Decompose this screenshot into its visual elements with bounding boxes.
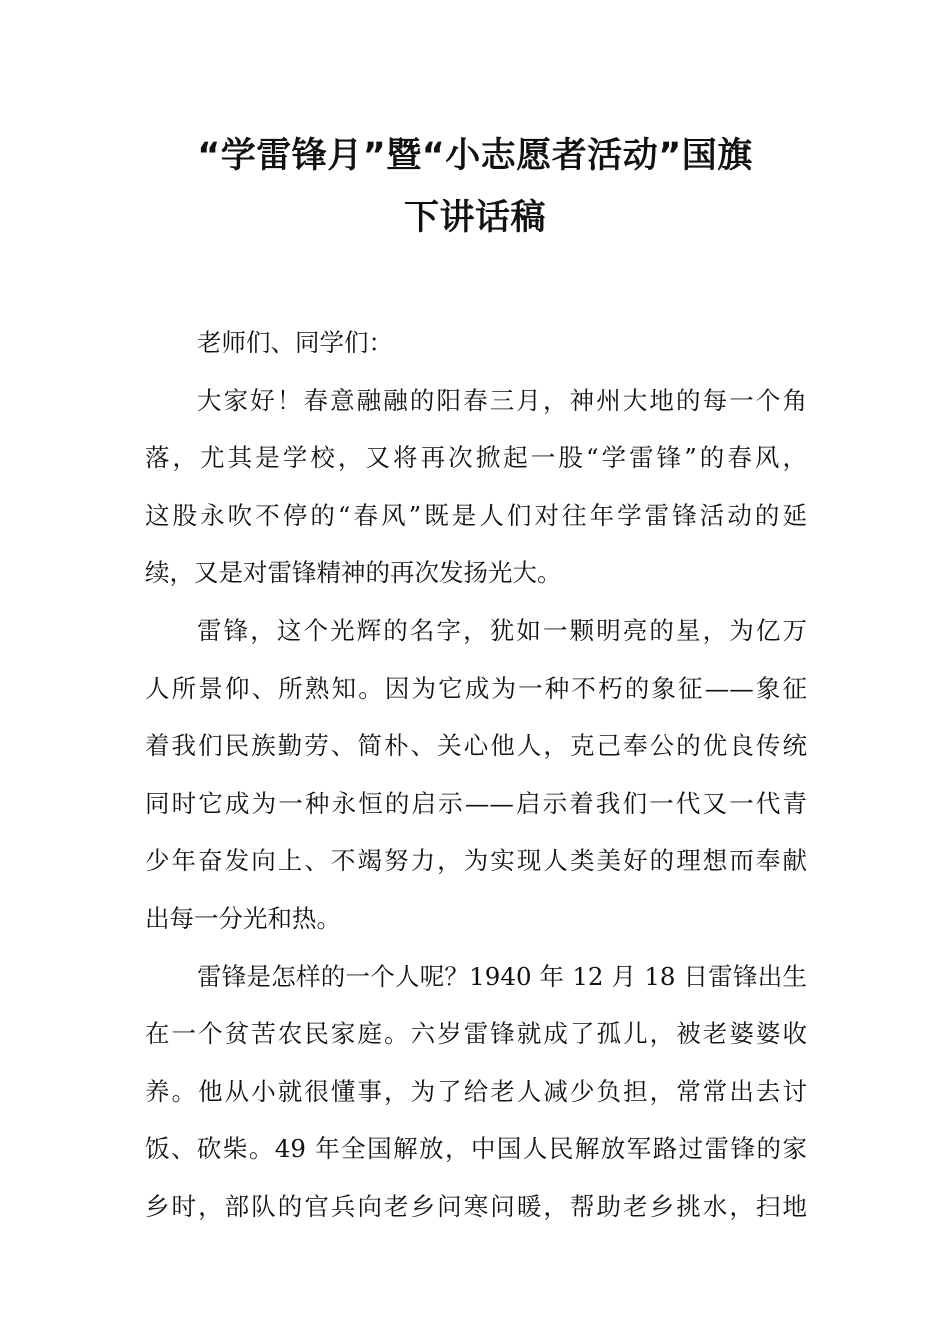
text-line: 饭、砍柴。49 年全国解放，中国人民解放军路过雷锋的家 — [145, 1134, 807, 1164]
text-line: 着我们民族勤劳、简朴、关心他人，克己奉公的优良传统 — [145, 731, 807, 761]
text-line: 雷锋，这个光辉的名字，犹如一颗明亮的星，为亿万 — [197, 615, 807, 645]
text-line: 大家好！春意融融的阳春三月，神州大地的每一个角 — [197, 385, 807, 415]
text-line: 落，尤其是学校，又将再次掀起一股“学雷锋”的春风， — [145, 443, 807, 473]
text-line: 这股永吹不停的“春风”既是人们对往年学雷锋活动的延 — [145, 500, 807, 530]
text-line: 少年奋发向上、不竭努力，为实现人类美好的理想而奉献 — [145, 846, 807, 876]
body-paragraph — [145, 372, 807, 602]
body-paragraph — [145, 948, 807, 1236]
title-line-2: 下讲话稿 — [403, 198, 546, 238]
text-line: 乡时，部队的官兵向老乡问寒问暖，帮助老乡挑水，扫地 — [145, 1191, 807, 1221]
salutation-paragraph — [145, 314, 807, 372]
text-line: 人所景仰、所熟知。因为它成为一种不朽的象征——象征 — [145, 673, 807, 703]
text-line: 养。他从小就很懂事，为了给老人减少负担，常常出去讨 — [145, 1076, 807, 1106]
text-line: 在一个贫苦农民家庭。六岁雷锋就成了孤儿，被老婆婆收 — [145, 1019, 807, 1049]
body-paragraph — [145, 602, 807, 948]
text-line: 同时它成为一种永恒的启示——启示着我们一代又一代青 — [145, 788, 807, 818]
text-line: 续，又是对雷锋精神的再次发扬光大。 — [145, 558, 562, 588]
title-line-1: “学雷锋月”暨“小志愿者活动”国旗 — [197, 136, 753, 176]
text-line: 出每一分光和热。 — [145, 903, 341, 933]
text-line: 雷锋是怎样的一个人呢？1940 年 12 月 18 日雷锋出生 — [197, 961, 807, 991]
document-title — [140, 125, 810, 249]
text-line: 老师们、同学们： — [197, 328, 393, 357]
document-body — [145, 314, 807, 1236]
